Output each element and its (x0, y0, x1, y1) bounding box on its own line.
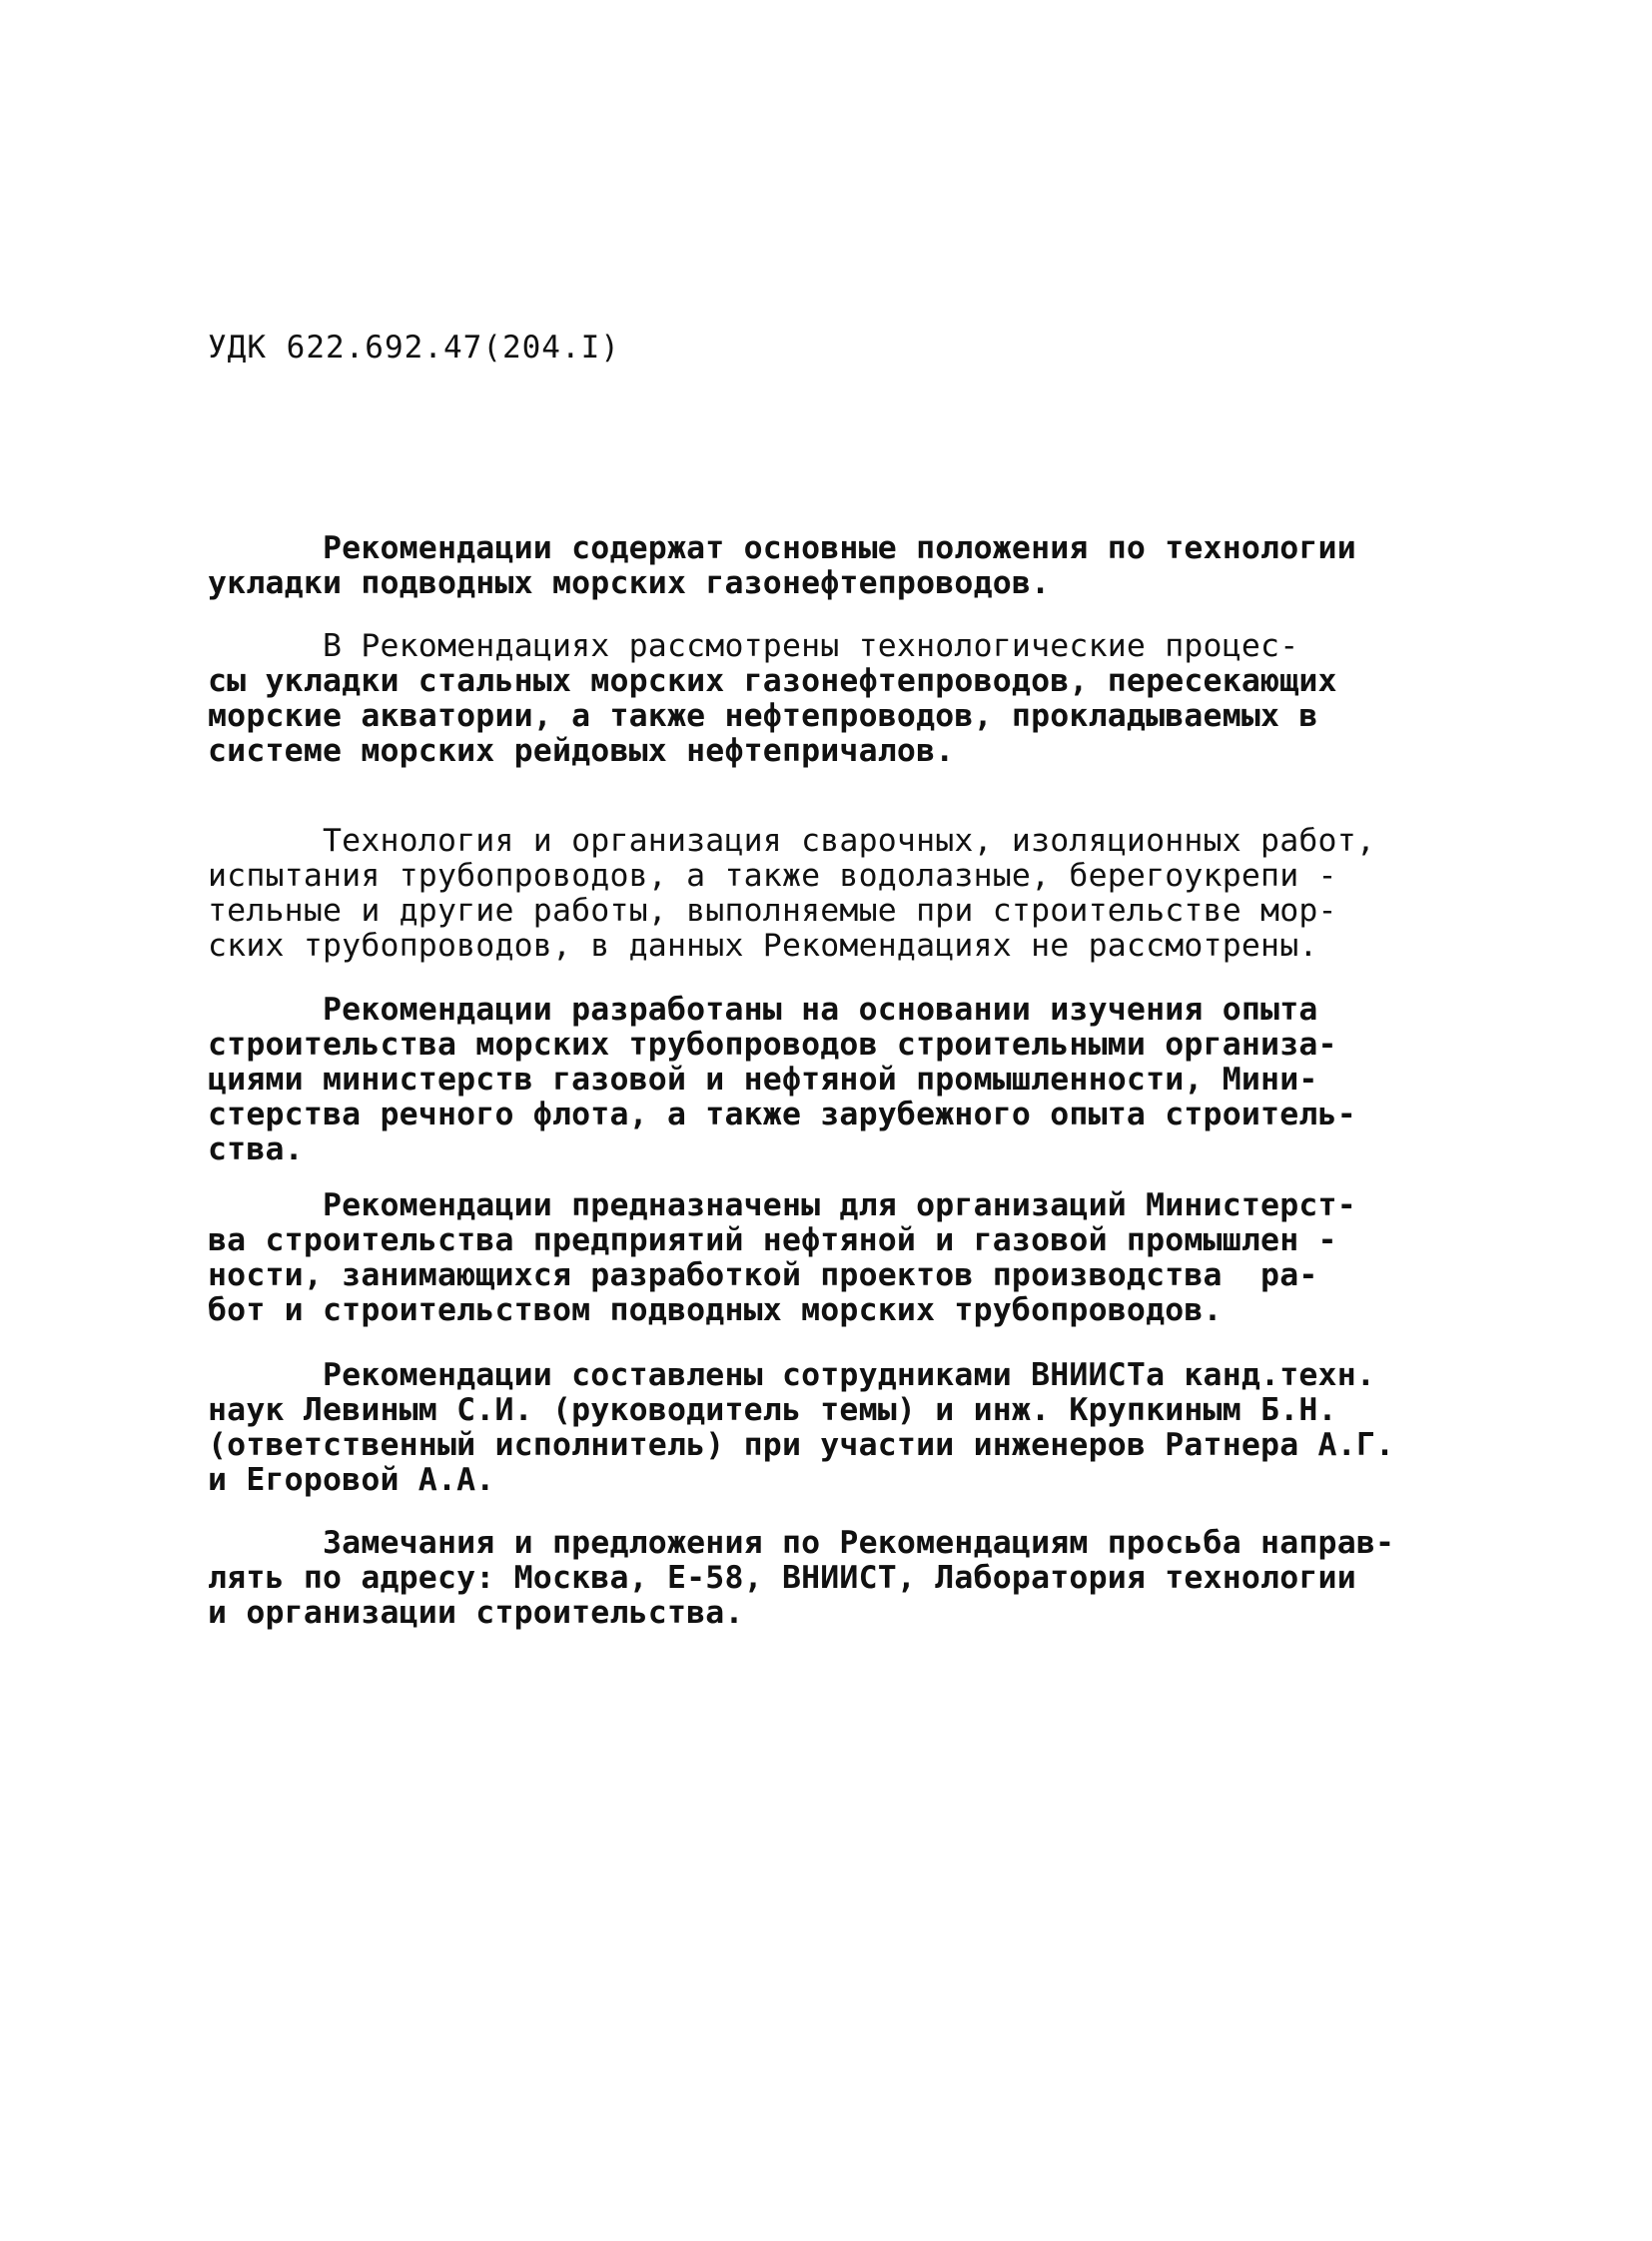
text-line: Рекомендации разработаны на основании изучения опыта (208, 992, 1318, 1028)
text-line: и Егоровой А.А. (208, 1462, 495, 1498)
text-line: Замечания и предложения по Рекомендациям просьба направ- (208, 1525, 1395, 1561)
text-line: укладки подводных морских газонефтепроводов. (208, 565, 1051, 601)
paragraph-contact (208, 1526, 1456, 1631)
text-line: циями министерств газовой и нефтяной промышленности, Мини- (208, 1062, 1318, 1098)
text-line: В Рекомендациях рассмотрены технологические процес- (208, 628, 1299, 664)
paragraph-exclusions (208, 824, 1456, 964)
text-line: бот и строительством подводных морских трубопроводов. (208, 1292, 1223, 1328)
text-line: тельные и другие работы, выполняемые при строительстве мор- (208, 893, 1337, 929)
text-line: Рекомендации составлены сотрудниками ВНИИСТа канд.техн. (208, 1357, 1376, 1393)
text-line: наук Левиным С.И. (руководитель темы) и инж. Крупкиным Б.Н. (208, 1392, 1337, 1428)
text-line: ских трубопроводов, в данных Рекомендациях не рассмотрены. (208, 928, 1318, 964)
text-line: Технология и организация сварочных, изоляционных работ, (208, 823, 1376, 859)
text-line: морские акватории, а также нефтепроводов, прокладываемых в (208, 698, 1318, 734)
paragraph-basis (208, 993, 1456, 1167)
text-line: ства. (208, 1131, 304, 1167)
text-line: стерства речного флота, а также зарубежного опыта строитель- (208, 1097, 1356, 1132)
paragraph-audience (208, 1188, 1456, 1328)
paragraph-summary (208, 531, 1456, 601)
text-line: строительства морских трубопроводов строительными организа- (208, 1027, 1337, 1063)
text-line: сы укладки стальных морских газонефтепроводов, пересекающих (208, 663, 1337, 699)
text-line: Рекомендации содержат основные положения по технологии (208, 530, 1356, 566)
text-line: (ответственный исполнитель) при участии инженеров Ратнера А.Г. (208, 1427, 1395, 1463)
text-line: ва строительства предприятий нефтяной и газовой промышлен - (208, 1222, 1337, 1258)
udc-code: УДК 622.692.47(204.I) (208, 330, 620, 366)
text-line: системе морских рейдовых нефтепричалов. (208, 733, 955, 769)
text-line: лять по адресу: Москва, Е-58, ВНИИСТ, Лаборатория технологии (208, 1560, 1356, 1596)
text-line: испытания трубопроводов, а также водолазные, берегоукрепи - (208, 858, 1337, 894)
text-line: и организации строительства. (208, 1595, 744, 1631)
text-line: Рекомендации предназначены для организаций Министерст- (208, 1187, 1356, 1223)
paragraph-authors (208, 1358, 1456, 1498)
paragraph-scope (208, 629, 1456, 769)
text-line: ности, занимающихся разработкой проектов производства ра- (208, 1257, 1318, 1293)
